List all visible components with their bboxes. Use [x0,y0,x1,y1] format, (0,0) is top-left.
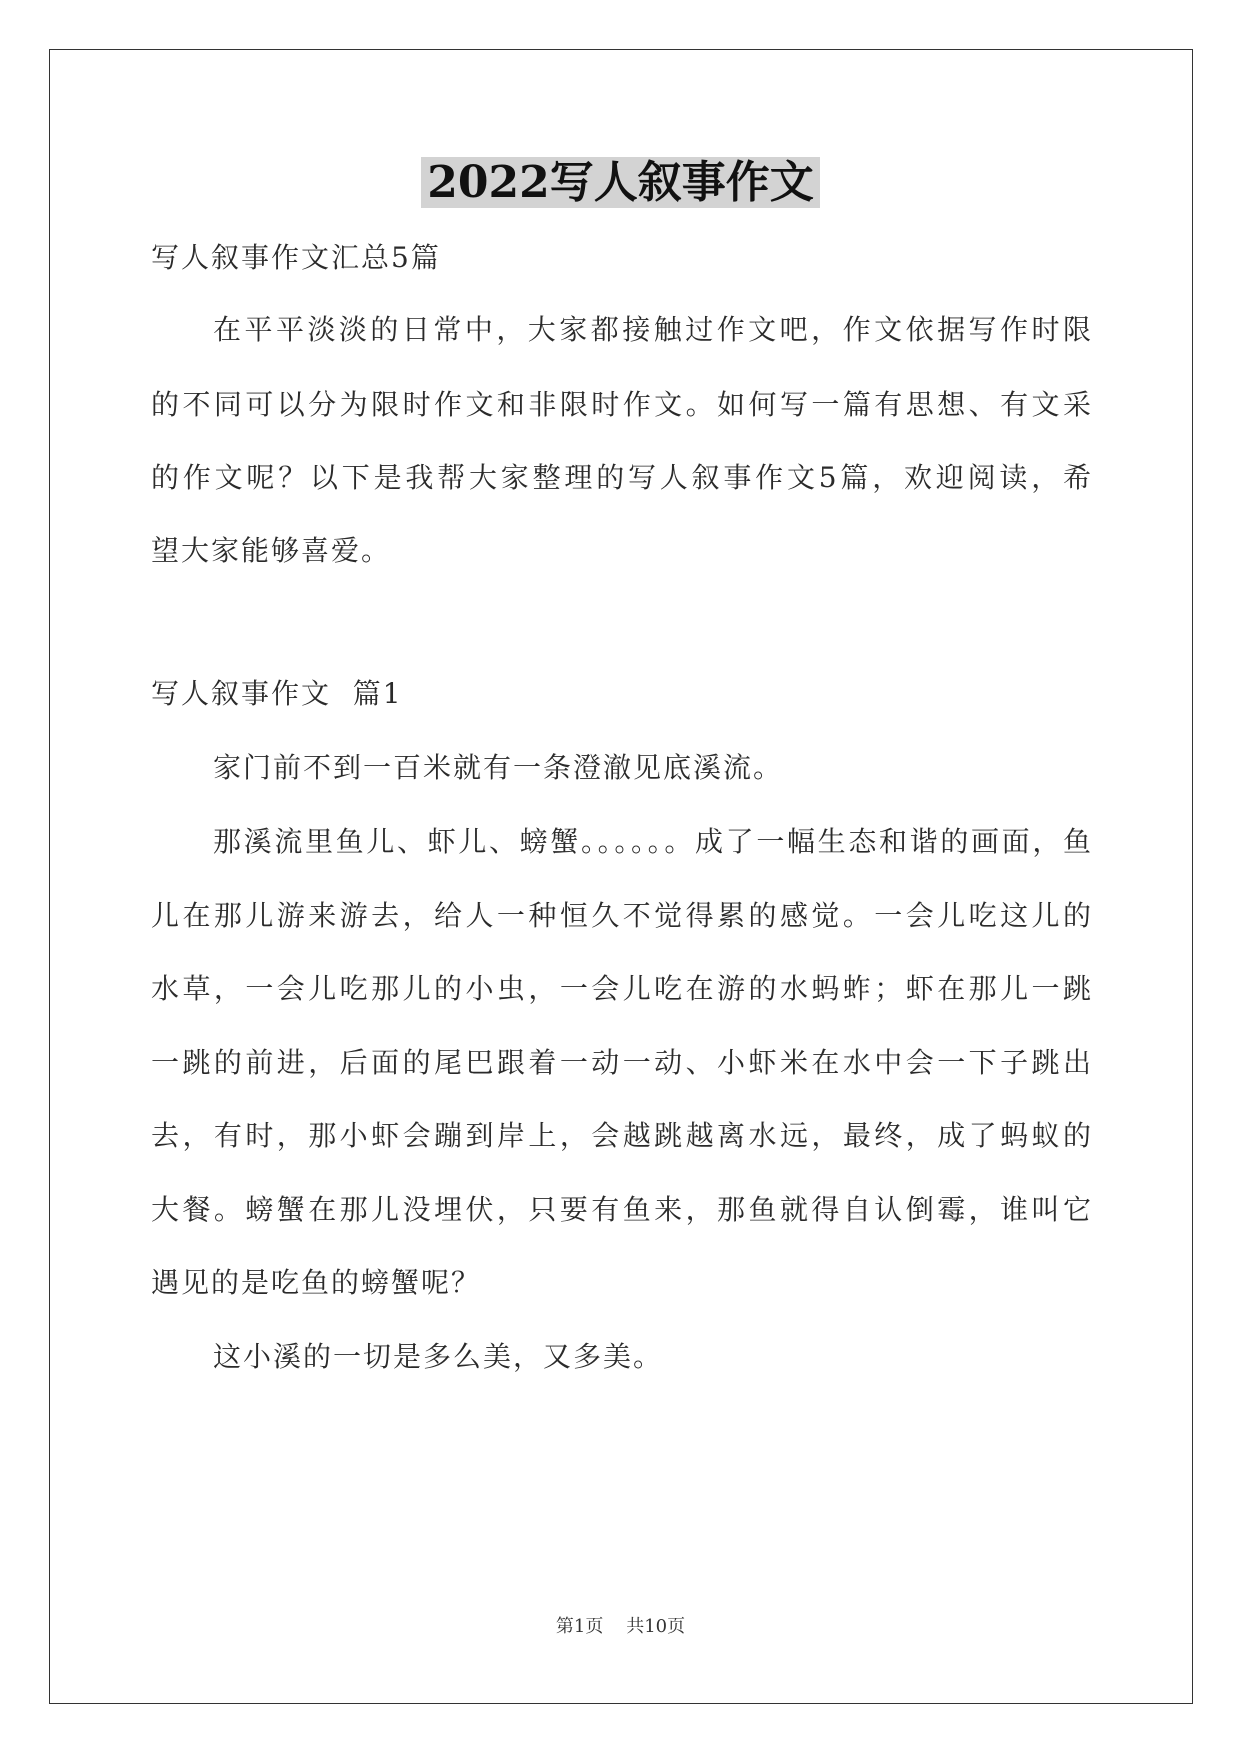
intro-line-1: 在平平淡淡的日常中，大家都接触过作文吧，作文依据写作时限 [213,313,1091,346]
document-title-text: 2022写人叙事作文 [421,157,819,208]
paragraph-2-line-3: 水草，一会儿吃那儿的小虫，一会儿吃在游的水蚂蚱；虾在那儿一跳 [151,972,1091,1005]
paragraph-2-line-4: 一跳的前进，后面的尾巴跟着一动一动、小虾米在水中会一下子跳出 [151,1046,1091,1079]
section-heading: 写人叙事作文 篇1 [151,677,403,710]
paragraph-2-line-2: 儿在那儿游来游去，给人一种恒久不觉得累的感觉。一会儿吃这儿的 [151,899,1091,932]
paragraph-2-line-1: 那溪流里鱼儿、虾儿、螃蟹。。。。。。成了一幅生态和谐的画面，鱼 [213,825,1091,858]
intro-line-4: 望大家能够喜爱。 [151,534,392,567]
paragraph-2-line-6: 大餐。螃蟹在那儿没埋伏，只要有鱼来，那鱼就得自认倒霉，谁叫它 [151,1193,1091,1226]
paragraph-2-line-5: 去，有时，那小虾会蹦到岸上，会越跳越离水远，最终，成了蚂蚁的 [151,1119,1091,1152]
page-footer: 第1页 共10页 [555,1616,686,1637]
intro-line-3: 的作文呢？以下是我帮大家整理的写人叙事作文5篇，欢迎阅读，希 [151,461,1091,494]
document-title [0,155,1241,211]
paragraph-3: 这小溪的一切是多么美，又多美。 [213,1340,664,1373]
paragraph-2-line-7: 遇见的是吃鱼的螃蟹呢？ [151,1266,482,1299]
paragraph-1: 家门前不到一百米就有一条澄澈见底溪流。 [213,751,784,784]
document-subtitle: 写人叙事作文汇总5篇 [151,241,441,274]
intro-line-2: 的不同可以分为限时作文和非限时作文。如何写一篇有思想、有文采 [151,388,1091,421]
page-border [49,49,1193,1704]
